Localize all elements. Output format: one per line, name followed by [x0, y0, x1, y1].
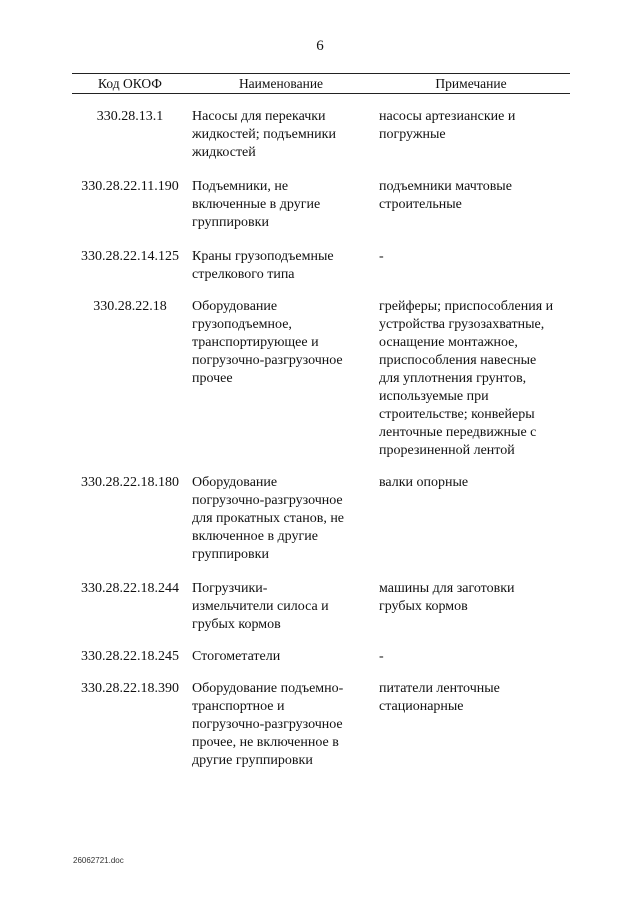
item-name-line: Оборудование подъемно-	[192, 681, 344, 696]
item-note	[379, 178, 579, 232]
item-note	[379, 298, 579, 460]
item-name-line: прочее	[192, 371, 233, 386]
item-note-line: погружные	[379, 127, 446, 142]
item-name-line: Насосы для перекачки	[192, 109, 326, 124]
okof-code: 330.28.22.14.125	[81, 249, 179, 264]
item-name-line: прочее, не включенное в	[192, 735, 339, 750]
item-name	[192, 680, 364, 770]
item-note	[379, 680, 579, 770]
item-name-line: жидкостей; подъемники	[192, 127, 336, 142]
item-note-line: для уплотнения грунтов,	[379, 371, 527, 386]
item-note-line: стационарные	[379, 699, 464, 714]
item-name-line: жидкостей	[192, 145, 256, 160]
header-note: Примечание	[435, 76, 507, 91]
item-name	[192, 178, 364, 232]
item-name	[192, 108, 364, 162]
okof-code: 330.28.22.18	[93, 299, 167, 314]
item-note	[379, 474, 579, 564]
item-note-line: валки опорные	[379, 475, 469, 490]
item-note-line: устройства грузозахватные,	[379, 317, 545, 332]
item-note	[379, 248, 579, 284]
okof-code: 330.28.13.1	[96, 109, 164, 124]
item-name-line: грузоподъемное,	[192, 317, 292, 332]
item-note-line: используемые при	[379, 389, 489, 404]
item-note	[379, 108, 579, 162]
item-note-line: -	[379, 649, 384, 664]
item-name	[192, 580, 364, 634]
item-note	[379, 580, 579, 634]
item-note-line: подъемники мачтовые	[379, 179, 512, 194]
item-note-line: машины для заготовки	[379, 581, 515, 596]
item-note-line: грейферы; приспособления и	[379, 299, 554, 314]
okof-code: 330.28.22.11.190	[81, 179, 179, 194]
table-row	[72, 580, 570, 634]
item-note-line: прорезиненной лентой	[379, 443, 515, 458]
table-row	[72, 298, 570, 460]
item-note-line: строительные	[379, 197, 462, 212]
item-name-line: Подъемники, не	[192, 179, 289, 194]
table-row	[72, 178, 570, 232]
item-name-line: погрузочно-разгрузочное	[192, 353, 343, 368]
item-name-line: включенное в другие	[192, 529, 318, 544]
item-note-line: насосы артезианские и	[379, 109, 516, 124]
table-body	[72, 108, 570, 770]
file-name-footer: 26062721.doc	[73, 856, 124, 865]
item-name-line: Погрузчики-	[192, 581, 268, 596]
table-row	[72, 648, 570, 666]
okof-code: 330.28.22.18.244	[81, 581, 179, 596]
table-row	[72, 474, 570, 564]
item-name-line: группировки	[192, 547, 269, 562]
item-name-line: группировки	[192, 215, 269, 230]
table-header	[72, 73, 570, 94]
item-name-line: транспортирующее и	[192, 335, 319, 350]
item-name	[192, 474, 364, 564]
page-number: 6	[316, 38, 324, 54]
table-row	[72, 248, 570, 284]
item-name-line: для прокатных станов, не	[192, 511, 345, 526]
item-note	[379, 648, 579, 666]
item-name	[192, 648, 364, 666]
item-name-line: грубых кормов	[192, 617, 281, 632]
header-name: Наименование	[238, 76, 324, 91]
item-name-line: Краны грузоподъемные	[192, 249, 334, 264]
table-row	[72, 680, 570, 770]
item-name-line: другие группировки	[192, 753, 313, 768]
item-name	[192, 298, 364, 460]
item-note-line: строительстве; конвейеры	[379, 407, 535, 422]
item-name-line: погрузочно-разгрузочное	[192, 493, 343, 508]
header-code: Код ОКОФ	[98, 76, 162, 91]
item-note-line: приспособления навесные	[379, 353, 537, 368]
item-name-line: стрелкового типа	[192, 267, 295, 282]
item-note-line: ленточные передвижные с	[379, 425, 537, 440]
item-name-line: Стогометатели	[192, 649, 281, 664]
item-name	[192, 248, 364, 284]
item-name-line: Оборудование	[192, 475, 278, 490]
item-name-line: измельчители силоса и	[192, 599, 329, 614]
item-note-line: -	[379, 249, 384, 264]
item-note-line: питатели ленточные	[379, 681, 500, 696]
item-name-line: погрузочно-разгрузочное	[192, 717, 343, 732]
item-name-line: Оборудование	[192, 299, 278, 314]
item-name-line: транспортное и	[192, 699, 285, 714]
okof-code: 330.28.22.18.245	[81, 649, 179, 664]
item-note-line: грубых кормов	[379, 599, 468, 614]
item-note-line: оснащение монтажное,	[379, 335, 518, 350]
item-name-line: включенные в другие	[192, 197, 321, 212]
okof-code: 330.28.22.18.390	[81, 681, 179, 696]
okof-code: 330.28.22.18.180	[81, 475, 179, 490]
table-row	[72, 108, 570, 162]
